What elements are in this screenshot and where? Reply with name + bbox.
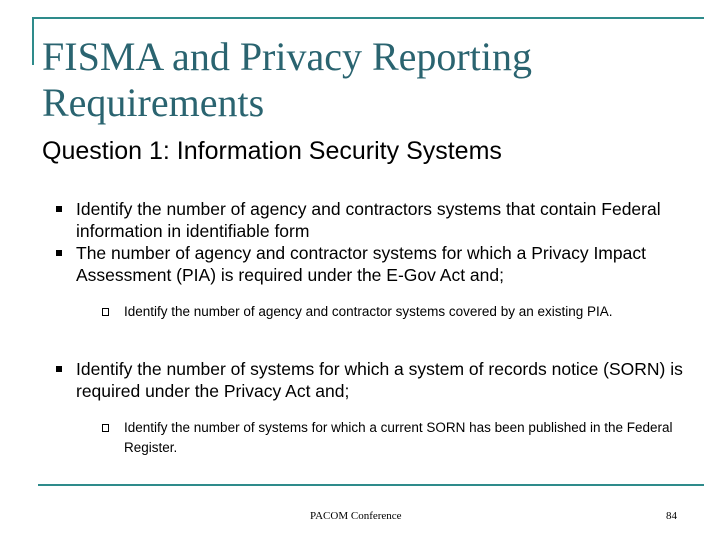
square-bullet-icon: [56, 366, 62, 372]
sub-list-item-text: Identify the number of systems for which a current SORN has been published in the Federal Register.: [124, 420, 673, 455]
left-rule: [32, 17, 34, 65]
list-item-text: Identify the number of agency and contractors systems that contain Federal information in identifiable form: [76, 199, 661, 241]
hollow-square-bullet-icon: [102, 308, 109, 316]
list-item-text: The number of agency and contractor systems for which a Privacy Impact Assessment (PIA) is required under the E-Gov Act and;: [76, 243, 646, 285]
bullet-list: [56, 198, 696, 458]
page-number: 84: [666, 510, 677, 522]
top-rule: [32, 17, 704, 19]
sub-list-item: [76, 302, 696, 322]
list-item-text: Identify the number of systems for which a system of records notice (SORN) is required under the Privacy Act and;: [76, 359, 683, 401]
footer-text: PACOM Conference: [310, 510, 402, 522]
bottom-rule: [38, 484, 704, 486]
list-item: [56, 198, 696, 242]
slide-title: FISMA and Privacy Reporting Requirements: [42, 34, 532, 125]
square-bullet-icon: [56, 206, 62, 212]
square-bullet-icon: [56, 250, 62, 256]
list-item: [56, 242, 696, 322]
hollow-square-bullet-icon: [102, 424, 109, 432]
sub-list-item-text: Identify the number of agency and contractor systems covered by an existing PIA.: [124, 304, 613, 319]
slide-subtitle: Question 1: Information Security Systems: [42, 137, 502, 165]
sub-list-item: [76, 418, 696, 458]
list-item: [56, 358, 696, 458]
